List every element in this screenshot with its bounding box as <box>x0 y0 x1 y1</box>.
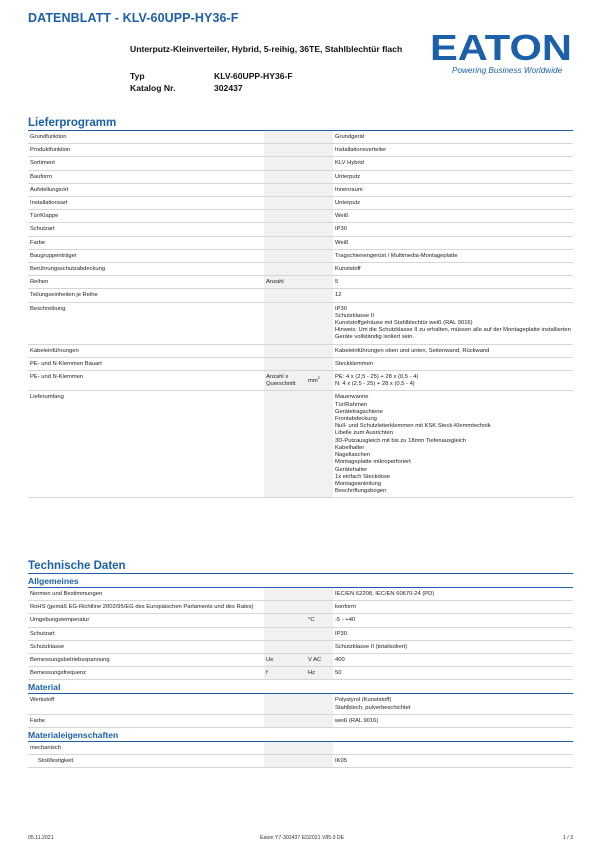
spec-qualifier <box>264 170 306 183</box>
spec-unit <box>306 654 333 667</box>
spec-qualifier <box>264 588 306 601</box>
spec-label: Normen und Bestimmungen <box>28 588 264 601</box>
spec-unit <box>306 627 333 640</box>
spec-qualifier <box>264 210 306 223</box>
spec-unit <box>306 183 333 196</box>
spec-label: Teilungseinheiten je Reihe <box>28 289 264 302</box>
spec-label: Schutzklasse <box>28 640 264 653</box>
spec-unit <box>306 276 333 289</box>
spec-qualifier <box>264 249 306 262</box>
spec-label: Umgebungstemperatur <box>28 614 264 627</box>
spec-qualifier <box>264 183 306 196</box>
spec-row <box>28 627 573 640</box>
spec-unit <box>306 236 333 249</box>
type-label: Typ <box>130 71 145 81</box>
spec-qualifier <box>264 144 306 157</box>
spec-qualifier: Ue <box>264 654 306 667</box>
spec-label: Kabeleinführungen <box>28 344 264 357</box>
spec-value <box>333 742 573 755</box>
material-table <box>28 694 573 728</box>
spec-value: IP30 <box>333 223 573 236</box>
spec-row <box>28 391 573 498</box>
spec-value: -5 - +40 <box>333 614 573 627</box>
spec-label: Grundfunktion <box>28 131 264 144</box>
spec-unit <box>306 371 333 391</box>
spec-value: IK05 <box>333 755 573 768</box>
spec-label: mechanisch <box>28 742 264 755</box>
spec-label: RoHS (gemäß EG-Richtline 2002/95/EG des Europäischen Parlaments und des Rates) <box>28 601 264 614</box>
spec-qualifier <box>264 197 306 210</box>
spec-unit <box>306 588 333 601</box>
spec-qualifier <box>264 601 306 614</box>
eaton-logo-mark <box>428 31 574 65</box>
spec-unit <box>306 601 333 614</box>
spec-value: Unterputz <box>333 197 573 210</box>
allgemeines-table <box>28 588 573 680</box>
spec-label: Lieferumfang <box>28 391 264 498</box>
spec-value: Schutzklasse II (totalisoliert) <box>333 640 573 653</box>
catalog-row <box>130 82 293 94</box>
spec-label: Bauform <box>28 170 264 183</box>
section-title-technische-daten: Technische Daten <box>28 560 573 574</box>
spec-value: Unterputz <box>333 170 573 183</box>
spec-qualifier <box>264 157 306 170</box>
spec-row <box>28 654 573 667</box>
spec-qualifier <box>264 614 306 627</box>
spec-unit <box>306 131 333 144</box>
spec-value: 50 <box>333 667 573 680</box>
spec-qualifier <box>264 627 306 640</box>
spec-unit-text: °C <box>308 617 315 624</box>
spec-row <box>28 755 573 768</box>
spec-row <box>28 640 573 653</box>
subsection-title-allgemeines: Allgemeines <box>28 576 573 588</box>
spec-label: Farbe <box>28 714 264 727</box>
spec-row <box>28 210 573 223</box>
spec-value: Grundgerät <box>333 131 573 144</box>
spec-row <box>28 302 573 344</box>
spec-label: Stoßfestigkeit <box>28 755 264 768</box>
spec-value: Installationsverteiler <box>333 144 573 157</box>
spec-value: weiß (RAL 9016) <box>333 714 573 727</box>
type-value: KLV-60UPP-HY36-F <box>214 71 293 81</box>
spec-value: IP30 Schutzklasse II Kunststoffgehäuse mit Stahlblechtür weiß (RAL 9016) Hinweis: Um die Schutzklasse II zu erhalten, müssen alle auf der Montageplatte installierten Geräte vollständig isoliert sein. <box>333 302 573 344</box>
spec-unit <box>306 157 333 170</box>
spec-row <box>28 236 573 249</box>
spec-qualifier <box>264 742 306 755</box>
spec-value: 12 <box>333 289 573 302</box>
spec-unit <box>306 694 333 714</box>
spec-label: Tür/Klappe <box>28 210 264 223</box>
spec-qualifier <box>264 131 306 144</box>
spec-qualifier <box>264 714 306 727</box>
spec-value: 5 <box>333 276 573 289</box>
spec-value: Kunststoff <box>333 263 573 276</box>
section-title-lieferprogramm: Lieferprogramm <box>28 117 573 131</box>
spec-row <box>28 344 573 357</box>
spec-value: Kabeleinführungen oben und unten, Seitenwand, Rückwand <box>333 344 573 357</box>
svg-text:EATON: EATON <box>430 31 572 65</box>
spec-row <box>28 289 573 302</box>
spec-label: PE- und N-Klemmen Bauart <box>28 357 264 370</box>
spec-qualifier <box>264 694 306 714</box>
subsection-title-materialeigenschaften: Materialeigenschaften <box>28 730 573 742</box>
spec-label: Schutzart <box>28 223 264 236</box>
spec-unit <box>306 714 333 727</box>
spec-value: Steckklemmen <box>333 357 573 370</box>
spec-label: Beschreibung <box>28 302 264 344</box>
spec-qualifier <box>264 236 306 249</box>
footer-page-number: 1 / 3 <box>562 835 573 841</box>
spec-unit <box>306 249 333 262</box>
spec-unit <box>306 144 333 157</box>
spec-unit-superscript: 2 <box>317 375 320 381</box>
lieferprogramm-section <box>28 117 573 498</box>
spec-value: Weiß <box>333 210 573 223</box>
spec-row <box>28 223 573 236</box>
spec-qualifier: f <box>264 667 306 680</box>
catalog-label: Katalog Nr. <box>130 83 176 93</box>
spec-label: Schutzart <box>28 627 264 640</box>
spec-row <box>28 371 573 391</box>
spec-qualifier: Anzahl <box>264 276 306 289</box>
spec-value: Mauerwanne Tür/Rahmen Gerätetragschiene Frontabdeckung Null- und Schutzleiterklemmen mit KSK Steck-Klemmtechnik Libelle zum Ausrichten 3D-Putzausgleich mit bis zu 18mm Tiefenausgleich Kabelhalter Nagellaschen Montageplatte mikroperforiert Gerätehalter 1x einfach Steckdose Montageanleitung Beschriftungsbogen <box>333 391 573 498</box>
spec-row <box>28 144 573 157</box>
spec-qualifier <box>264 344 306 357</box>
footer-date: 05.11.2021 <box>28 835 54 841</box>
spec-qualifier <box>264 302 306 344</box>
product-subtitle: Unterputz-Kleinverteiler, Hybrid, 5-reihig, 36TE, Stahlblechtür flach <box>130 44 403 54</box>
spec-row <box>28 614 573 627</box>
document-title: DATENBLATT - KLV-60UPP-HY36-F <box>28 11 239 25</box>
spec-value: konform <box>333 601 573 614</box>
spec-unit-text: V AC <box>308 657 322 664</box>
spec-row <box>28 170 573 183</box>
lieferprogramm-table <box>28 131 573 498</box>
spec-label: Baugruppenträger <box>28 249 264 262</box>
spec-unit <box>306 391 333 498</box>
spec-label: Sortiment <box>28 157 264 170</box>
spec-unit-text: mm <box>308 377 318 384</box>
spec-qualifier <box>264 223 306 236</box>
spec-unit <box>306 742 333 755</box>
spec-unit <box>306 344 333 357</box>
spec-row <box>28 357 573 370</box>
spec-value: 400 <box>333 654 573 667</box>
spec-label: Reihen <box>28 276 264 289</box>
spec-row <box>28 694 573 714</box>
spec-unit <box>306 755 333 768</box>
materialeigenschaften-table <box>28 742 573 768</box>
spec-value: Innenraum <box>333 183 573 196</box>
spec-qualifier <box>264 755 306 768</box>
spec-row <box>28 714 573 727</box>
spec-row <box>28 742 573 755</box>
spec-value: IP30 <box>333 627 573 640</box>
footer-document-id: Eaton Y7-302437 ED2021 V85.0 DE <box>260 835 345 841</box>
spec-unit-text: Hz <box>308 670 316 677</box>
spec-unit <box>306 263 333 276</box>
spec-label: Farbe <box>28 236 264 249</box>
spec-value: Weiß <box>333 236 573 249</box>
spec-unit <box>306 667 333 680</box>
spec-row <box>28 157 573 170</box>
spec-value: KLV Hybrid <box>333 157 573 170</box>
spec-value: Tragschienengerüst / Multimedia-Montageplatte <box>333 249 573 262</box>
spec-row <box>28 249 573 262</box>
technische-daten-section <box>28 560 573 768</box>
product-meta <box>130 70 293 94</box>
spec-row <box>28 263 573 276</box>
spec-label: Bemessungsbetriebsspannung <box>28 654 264 667</box>
spec-unit <box>306 223 333 236</box>
brand-tagline: Powering Business Worldwide <box>452 66 563 75</box>
spec-row <box>28 588 573 601</box>
spec-unit <box>306 197 333 210</box>
spec-qualifier <box>264 357 306 370</box>
spec-label: Produktfunktion <box>28 144 264 157</box>
spec-row <box>28 197 573 210</box>
spec-qualifier <box>264 263 306 276</box>
spec-row <box>28 183 573 196</box>
catalog-value: 302437 <box>214 83 243 93</box>
spec-label: Werkstoff <box>28 694 264 714</box>
spec-row <box>28 131 573 144</box>
spec-unit <box>306 289 333 302</box>
spec-row <box>28 276 573 289</box>
spec-unit <box>306 302 333 344</box>
spec-row <box>28 667 573 680</box>
spec-label: PE- und N-Klemmen <box>28 371 264 391</box>
spec-row <box>28 601 573 614</box>
spec-unit <box>306 170 333 183</box>
spec-unit <box>306 614 333 627</box>
spec-unit <box>306 640 333 653</box>
spec-qualifier: Anzahl x Querschnitt <box>264 371 306 391</box>
spec-label: Berührungsschutzabdeckung <box>28 263 264 276</box>
spec-label: Bemessungsfrequenz <box>28 667 264 680</box>
spec-qualifier <box>264 640 306 653</box>
type-row <box>130 70 293 82</box>
spec-value: PE: 4 x (2,5 - 25) + 28 x (0,5 - 4) N: 4 x (2,5 - 25) + 28 x (0,5 - 4) <box>333 371 573 391</box>
spec-value: IEC/EN 62208, IEC/EN 60670-24 (PD) <box>333 588 573 601</box>
spec-qualifier <box>264 391 306 498</box>
spec-value: Polystyrol (Kunststoff) Stahlblech, pulverbeschichtet <box>333 694 573 714</box>
spec-unit <box>306 210 333 223</box>
spec-label: Aufstellungsort <box>28 183 264 196</box>
spec-label: Installationsart <box>28 197 264 210</box>
spec-unit <box>306 357 333 370</box>
spec-qualifier <box>264 289 306 302</box>
subsection-title-material: Material <box>28 682 573 694</box>
